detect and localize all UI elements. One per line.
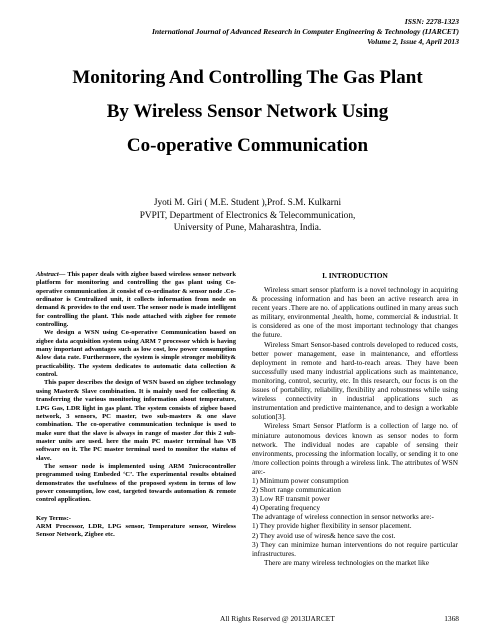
abstract-text-1: This paper deals with zigbee based wireless sensor network platform for monitoring and controlling the gas plant using Co-operative communication .it consist of co-ordinator & sensor node .Co-ordinator is Centralized unit, it collects information from node on demand & provides to the end user. The sensor node is made intelligent for controlling the plant. This node attached with zigbee for remote controlling. <box>36 271 236 329</box>
wsn-attribute-item: 4) Operating frequency <box>252 503 321 513</box>
introduction-column <box>252 271 458 567</box>
advantage-item: 1) They provide higher flexibility in sensor placement. <box>252 521 412 531</box>
paper-title-line-3: Co-operative Communication <box>126 135 369 156</box>
advantages-intro-line: The advantage of wireless connection in sensor networks are:- <box>252 512 434 522</box>
wsn-attribute-item: 2) Short range communication <box>252 485 341 495</box>
keywords-label: Key Terms:- <box>36 514 71 522</box>
intro-paragraph-1: Wireless smart sensor platform is a novel technology in acquiring & processing information and has been an active research area in recent years .There are no. of applications outlined in many areas such as military, environmental ,health, home, commercial & industrial. It is considered as one of the most important technology that changes the future. <box>252 285 458 340</box>
intro-last-line: There are many wireless technologies on the market like <box>264 557 429 567</box>
intro-paragraph-3: Wireless Smart Sensor Platform is a collection of large no. of miniature autonomous devices known as sensor nodes to form network. The individual nodes are capable of sensing their environments, processing the information locally, or sending it to one /more collection points through a wireless link. The attributes of WSN are:- <box>252 421 458 476</box>
abstract-paragraph-3: This paper describes the design of WSN based on zigbee technology using Master& Slave combination. It is mainly used for collecting & transferring the various monitoring information about temperature, LPG Gas, LDR light in gas plant. The system consists of zigbee based network, 3 sensors, PC master, two sub-masters & one slave combination. The co-operative communication technique is used to make sure that the slave is always in range of master .for this 2 sub-master units are used. here the main PC master terminal has VB software on it. The PC master terminal used to monitor the status of slave. <box>36 379 236 462</box>
header-issn: ISSN: 2278-1323 <box>404 17 459 26</box>
footer-copyright: All Rights Reserved @ 2013IJARCET <box>220 614 335 623</box>
abstract-paragraph-2: We design a WSN using Co-operative Communication based on zigbee data acquisition system using ARM 7 processor which is having many important advantages such as low cost, low power consumption &low data rate. Furthermore, the system is simple stronger mobility& practicability. The system dedicates to automatic data collection & control. <box>36 329 236 379</box>
header-volume-issue: Volume 2, Issue 4, April 2013 <box>367 37 459 46</box>
paper-title-line-2: By Wireless Sensor Network Using <box>106 101 389 122</box>
author-department: PVPIT, Department of Electronics & Telecommunication, <box>139 211 356 221</box>
abstract-paragraph-1 <box>36 271 236 329</box>
paper-title-line-1: Monitoring And Controlling The Gas Plant <box>72 67 423 88</box>
abstract-column <box>36 271 236 540</box>
abstract-label: Abstract— <box>36 271 66 278</box>
header-journal-name: International Journal of Advanced Research in Computer Engineering & Technology (IJARCET) <box>151 27 459 36</box>
advantage-item: 2) They avoid use of wires& hence save the cost. <box>252 530 396 540</box>
wsn-attribute-item: 1) Minimum power consumption <box>252 475 349 485</box>
author-university: University of Pune, Maharashtra, India. <box>173 223 322 233</box>
author-names: Jyoti M. Giri ( M.E. Student ),Prof. S.M. Kulkarni <box>153 198 342 208</box>
keywords-text: ARM Processor, LDR, LPG sensor, Temperature sensor, Wireless Sensor Network, Zigbee etc. <box>36 523 236 539</box>
footer-page-number: 1368 <box>444 614 459 623</box>
intro-paragraph-2: Wireless Smart Sensor-based controls developed to reduced costs, better power management, ease in maintenance, and effortless deployment in remote and hard-to-reach areas. They have been successfully used many industrial applications such as maintenance, monitoring, control, security, etc. In this research, our focus is on the issues of portability, reliability, flexibility and robustness while using wireless connectivity in industrial applications such as instrumentation and predictive maintenance, and to design a workable solution[3]. <box>252 339 458 422</box>
advantage-item: 3) They can minimize human interventions do not require particular infrastructures. <box>252 539 458 558</box>
section-heading-introduction: I. INTRODUCTION <box>322 271 388 280</box>
wsn-attribute-item: 3) Low RF transmit power <box>252 494 330 504</box>
abstract-paragraph-4: The sensor node is implemented using ARM 7microcontroller programmed using Embeded ‘C’. The experimental results obtained demonstrates the usefulness of the proposed system in terms of low power consumption, low cost, targeted towards automation & remote control application. <box>36 462 236 504</box>
